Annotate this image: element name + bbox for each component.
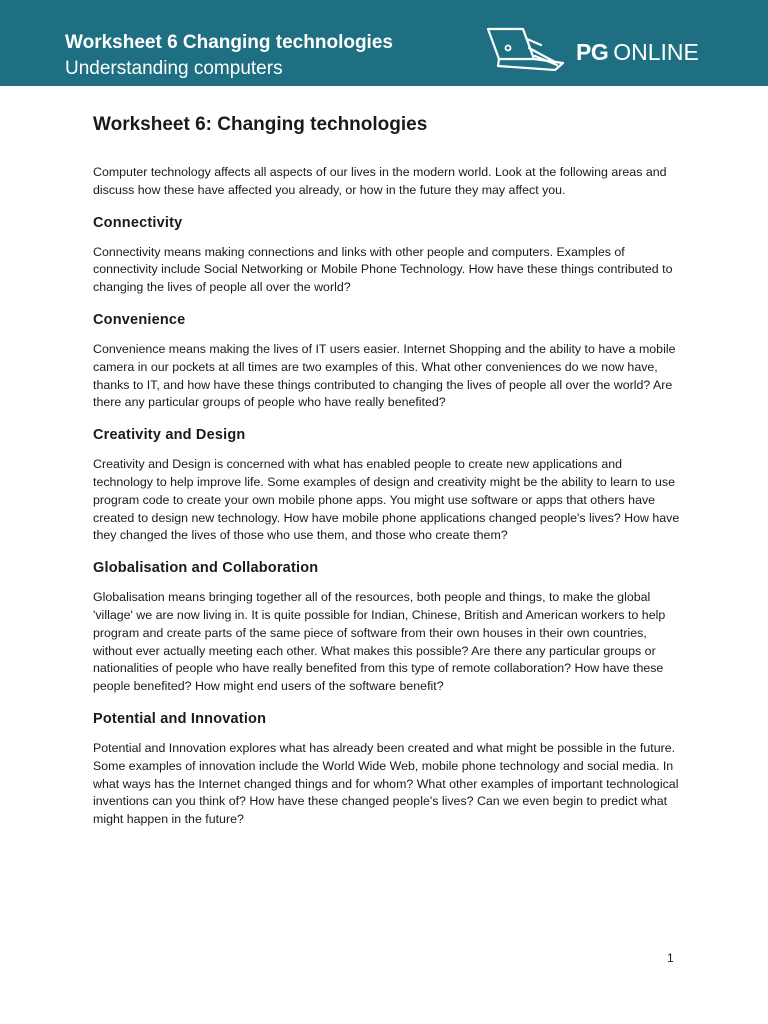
header-subtitle: Understanding computers bbox=[65, 58, 283, 79]
section-heading-connectivity: Connectivity bbox=[93, 214, 183, 231]
section-heading-globalisation-collaboration: Globalisation and Collaboration bbox=[93, 560, 319, 577]
logo-brand: PG bbox=[576, 39, 609, 65]
section-body-creativity-design: Creativity and Design is concerned with what has enabled people to create new applications and technology to help improve life. Some examples of design and creativity might be the ability to learn to use program code to create your own mobile phone apps. You might use software or apps that others have created to design new technology. How have mobile phone applications changed people's lives? How have they changed the lives of those who use them, and those who create them? bbox=[93, 457, 680, 543]
section-heading-convenience: Convenience bbox=[93, 311, 186, 328]
section-body-potential-innovation: Potential and Innovation explores what has already been created and what might be possible in the future. Some examples of innovation include the World Wide Web, mobile phone technology and social media. In what ways has the Internet changed things and for whom? What other examples of important technological inventions can you think of? How have these changed people's lives? Can we even begin to predict what might happen in the future? bbox=[93, 740, 679, 827]
logo-brand-suffix: ONLINE bbox=[613, 39, 699, 65]
section-body-connectivity: Connectivity means making connections and links with other people and computers. Examples of connectivity include Social Networking or Mobile Phone Technology. How have these things contributed to changing the lives of people all over the world? bbox=[93, 244, 673, 295]
section-heading-potential-innovation: Potential and Innovation bbox=[93, 710, 267, 727]
intro-paragraph: Computer technology affects all aspects of our lives in the modern world. Look at the following areas and discuss how these have affected you already, or how in the future they may affect you. bbox=[93, 165, 667, 197]
header-title: Worksheet 6 Changing technologies bbox=[65, 32, 393, 53]
section-heading-creativity-design: Creativity and Design bbox=[93, 427, 246, 444]
section-body-convenience: Convenience means making the lives of IT users easier. Internet Shopping and the ability to have a mobile camera in our pockets at all times are two examples of this. What other conveniences do we now have, thanks to IT, and how have these things contributed to changing the lives of people all over the world? Are there any particular groups of people who have really benefited? bbox=[93, 341, 676, 410]
logo-wordmark bbox=[576, 38, 699, 66]
laptop-icon bbox=[485, 26, 567, 74]
page-number: 1 bbox=[667, 951, 674, 965]
pg-online-logo bbox=[485, 26, 715, 74]
section-body-globalisation-collaboration: Globalisation means bringing together all of the resources, both people and things, to make the global 'village' we are now living in. It is quite possible for Indian, Chinese, British and American workers to help program and create parts of the same piece of software from their own houses in their own countries, without ever actually meeting each other. What makes this possible? Are there any particular groups or nationalities of people who have really benefited from this type of remote collaboration? How have these people benefited? How might end users of the software benefit? bbox=[93, 590, 666, 694]
page-header bbox=[0, 0, 768, 86]
document-title: Worksheet 6: Changing technologies bbox=[93, 114, 428, 135]
worksheet-body bbox=[93, 112, 683, 842]
